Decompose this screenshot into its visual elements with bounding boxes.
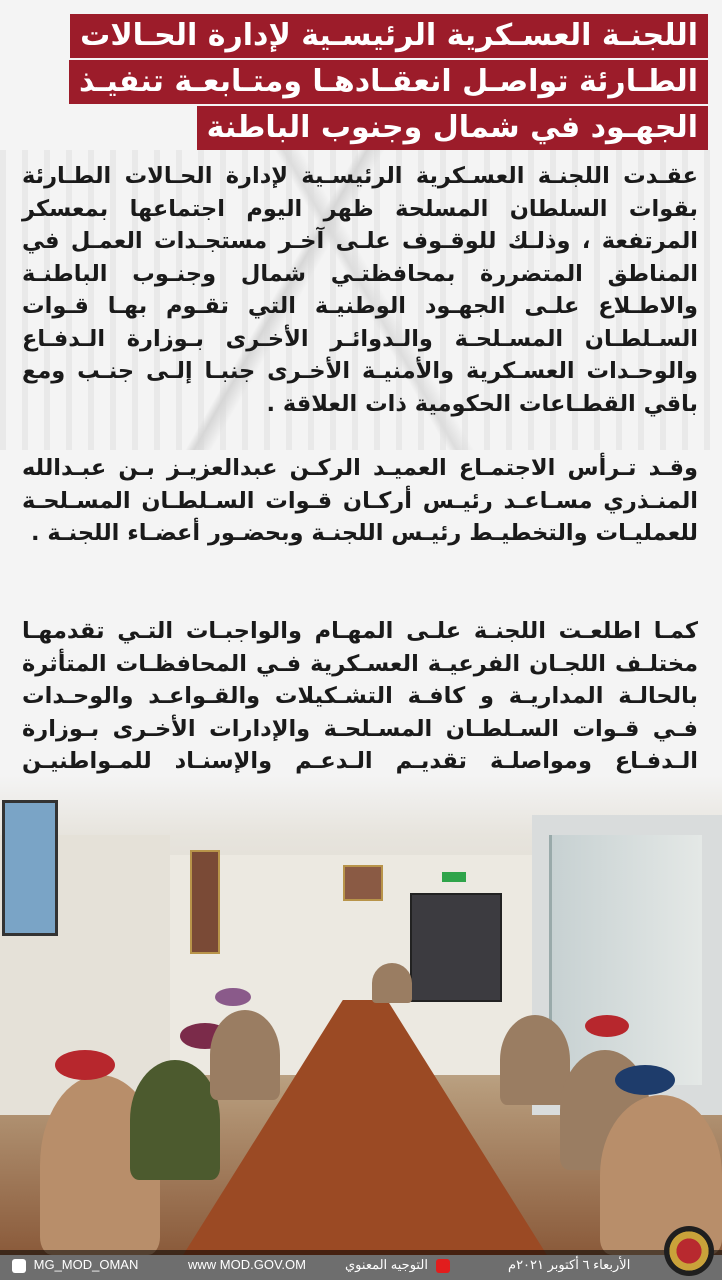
photo-exit-sign: [442, 872, 466, 882]
photo-person: [210, 1010, 280, 1100]
photo-person: [130, 1060, 220, 1180]
headline: [8, 14, 708, 152]
footer-bar: [0, 1250, 722, 1280]
headline-line-3: الجهـود في شمال وجنوب الباطنة: [197, 106, 708, 150]
photo-beret: [615, 1065, 675, 1095]
photo-beret: [55, 1050, 115, 1080]
photo-person: [500, 1015, 570, 1105]
paragraph-2: وقـد تـرأس الاجتمـاع العميـد الركـن عبدالعزيـز بـن عبـدالله المنـذري مسـاعـد رئيـس أركـان قـوات السـلطـان المسـلحـة للعمليـات والتخطيـط رئيـس اللجنـة وبحضـور أعضـاء اللجنـة .: [22, 455, 698, 546]
headline-line-1: اللجنـة العسـكرية الرئيسـية لإدارة الحـالات: [70, 14, 708, 58]
photo-beret: [215, 988, 251, 1006]
photo-glass-partition: [549, 835, 702, 1085]
photo-portrait-left: [190, 850, 220, 954]
youtube-icon: [436, 1259, 450, 1273]
website-link[interactable]: www MOD.GOV.OM: [188, 1257, 306, 1272]
photo-wall-map: [2, 800, 58, 936]
social-handle[interactable]: [8, 1257, 138, 1273]
ministry-logo-icon: [664, 1226, 714, 1276]
photo-beret: [585, 1015, 629, 1037]
paragraph-1: عقـدت اللجنـة العسـكرية الرئيسـية لإدارة الحـالات الطـارئة بقوات السلطان المسلحة ظهر اليوم اجتماعها بمعسكر المرتفعة ، وذلـك للوقـوف علـى آخـر مستجـدات العمـل في المناطق المتضررة بمحافظتـي شمال وجنـوب الباطنـة والاطـلاع علـى الجهـود الوطنيـة التي تقـوم بهـا قـوات السـلطـان المسـلحـة والـدوائـر الأخـرى بـوزارة الـدفـاع والوحـدات العسـكرية والأمنيـة الأخـرى جنبـا إلـى جنـب ومع باقي القطـاعات الحكومية ذات العلاقة .: [22, 163, 698, 417]
photo-person: [372, 963, 412, 1003]
meeting-photo: [0, 775, 722, 1255]
date-label: الأربعاء ٦ أكتوبر ٢٠٢١م: [508, 1257, 631, 1272]
paragraph-3: كمـا اطلعـت اللجنـة علـى المهـام والواجبـات التـي تقدمهـا مختلـف اللجـان الفرعيـة العسـكرية فـي المحافظـات المتأثرة بالحالـة المداريـة و كافـة التشـكيلات والقـواعـد والوحـدات فـي قـوات السـلطـان المسـلحـة والإدارات الأخـرى بـوزارة الـدفـاع ومواصلـة تقديـم الـدعـم والإسنـاد للمـواطنيـن: [22, 618, 698, 774]
channel-label-text: التوجيه المعنوي: [345, 1257, 428, 1272]
channel-label[interactable]: [345, 1257, 454, 1273]
photo-portrait-center: [343, 865, 383, 901]
headline-line-2: الطـارئة تواصـل انعقـادهـا ومتـابعـة تنفيـذ: [69, 60, 708, 104]
social-handle-text: MG_MOD_OMAN: [33, 1257, 139, 1272]
photo-door: [410, 893, 502, 1002]
social-icons: [12, 1259, 26, 1273]
